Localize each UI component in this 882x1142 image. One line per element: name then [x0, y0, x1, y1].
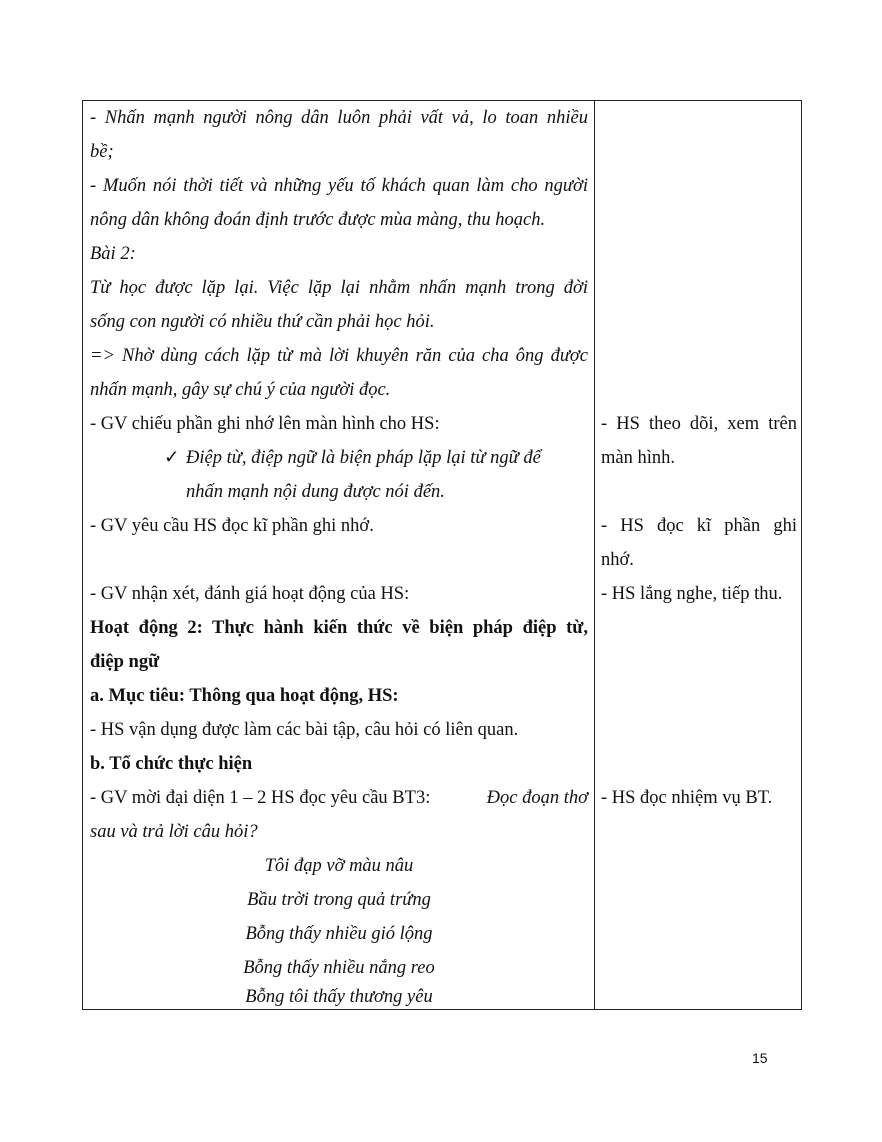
text-line: - HS theo dõi, xem trên: [601, 414, 797, 434]
section-heading: điệp ngữ: [90, 652, 160, 672]
text-line: - HS lắng nghe, tiếp thu.: [601, 584, 783, 604]
poem-line: Bỗng thấy nhiều gió lộng: [245, 924, 433, 944]
column-divider: [594, 101, 595, 1009]
text-line: - HS vận dụng được làm các bài tập, câu hỏi có liên quan.: [90, 720, 519, 740]
text-line: Bài 2:: [90, 244, 136, 264]
lesson-table: [82, 100, 802, 1010]
section-heading: Hoạt động 2: Thực hành kiến thức về biện pháp điệp từ,: [90, 618, 588, 638]
page-number: 15: [752, 1050, 768, 1066]
text-segment-italic: Đọc đoạn thơ: [486, 788, 588, 808]
text-line: sống con người có nhiều thứ cần phải học hỏi.: [90, 312, 435, 332]
text-line: - HS đọc nhiệm vụ BT.: [601, 788, 773, 808]
subheading: a. Mục tiêu: Thông qua hoạt động, HS:: [90, 686, 399, 706]
text-line: bề;: [90, 142, 114, 162]
text-line: nhấn mạnh, gây sự chú ý của người đọc.: [90, 380, 391, 400]
text-line: - Muốn nói thời tiết và những yếu tố khách quan làm cho người: [90, 176, 588, 196]
subheading: b. Tổ chức thực hiện: [90, 754, 253, 774]
poem-line: Bỗng thấy nhiều nắng reo: [243, 958, 435, 978]
text-line: Từ học được lặp lại. Việc lặp lại nhằm nhấn mạnh trong đời: [90, 278, 588, 298]
text-line: - GV yêu cầu HS đọc kĩ phần ghi nhớ.: [90, 516, 374, 536]
text-line: => Nhờ dùng cách lặp từ mà lời khuyên răn của cha ông được: [90, 346, 588, 366]
text-line: [90, 781, 588, 815]
text-line: nhớ.: [601, 550, 634, 570]
text-line: nhấn mạnh nội dung được nói đến.: [186, 482, 445, 502]
poem-line: Bầu trời trong quả trứng: [247, 890, 431, 910]
text-line: - GV nhận xét, đánh giá hoạt động của HS:: [90, 584, 410, 604]
text-segment: - GV mời đại diện 1 – 2 HS đọc yêu cầu BT3:: [90, 788, 431, 808]
poem-line: Tôi đạp vỡ màu nâu: [264, 856, 414, 876]
text-line: - GV chiếu phần ghi nhớ lên màn hình cho HS:: [90, 414, 440, 434]
text-line: màn hình.: [601, 448, 675, 468]
bullet-text: Điệp từ, điệp ngữ là biện pháp lặp lại từ ngữ để: [186, 448, 541, 468]
text-line: nông dân không đoán định trước được mùa màng, thu hoạch.: [90, 210, 546, 230]
text-line: - Nhấn mạnh người nông dân luôn phải vất vả, lo toan nhiều: [90, 108, 588, 128]
poem-line: Bỗng tôi thấy thương yêu: [245, 987, 433, 1007]
text-line: - HS đọc kĩ phần ghi: [601, 516, 797, 536]
check-bullet-line: [90, 441, 588, 475]
text-line: sau và trả lời câu hỏi?: [90, 822, 258, 842]
check-icon: ✓: [164, 448, 180, 468]
